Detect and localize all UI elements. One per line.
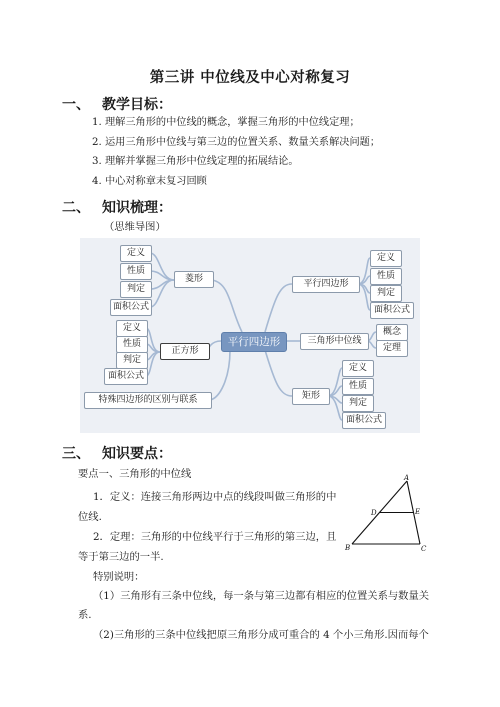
- triangle-diagram: [340, 474, 430, 554]
- section2-number: 二、: [62, 200, 90, 216]
- section3-heading: [62, 443, 172, 463]
- objective-2: 2. 运用三角形中位线与第三边的位置关系、数量关系解决问题；: [92, 137, 381, 148]
- section1-title: 教学目标：: [102, 97, 172, 113]
- vertex-label-c: C: [421, 545, 427, 553]
- theorem-line-1: 2．定理：三角形的中位线平行于三角形的第三边，且: [93, 531, 337, 543]
- rectangle-leaf: 面积公式: [342, 412, 386, 429]
- parallelogram-leaf: 性质: [370, 268, 402, 285]
- special-note-label: 特别说明：: [93, 571, 145, 583]
- vertex-label-e: E: [415, 508, 421, 516]
- node-rectangle: 矩形: [292, 388, 330, 405]
- section2-title: 知识梳理：: [102, 200, 172, 216]
- midline-leaf: 概念: [376, 324, 408, 341]
- center-node: 平行四边形: [221, 332, 287, 352]
- note1-line-2: 系.: [78, 609, 92, 621]
- parallelogram-leaf: 判定: [370, 285, 402, 302]
- section3-number: 三、: [62, 446, 90, 462]
- square-leaf: 性质: [116, 336, 148, 353]
- theorem-line-2: 等于第三边的一半.: [78, 551, 164, 563]
- lozenge-leaf: 性质: [120, 263, 152, 280]
- definition-line-1: 1．定义：连接三角形两边中点的线段叫做三角形的中: [93, 491, 337, 503]
- page-title: 第三讲 中位线及中心对称复习: [149, 69, 351, 86]
- node-square: 正方形: [160, 343, 210, 360]
- objective-4: 4. 中心对称章末复习回顾: [92, 176, 207, 187]
- section1-number: 一、: [62, 97, 90, 113]
- node-lozenge: 菱形: [174, 271, 214, 288]
- rectangle-leaf: 判定: [342, 395, 374, 412]
- rectangle-leaf: 定义: [342, 360, 374, 377]
- section3-title: 知识要点：: [102, 446, 172, 462]
- node-parallelogram: 平行四边形: [292, 276, 360, 293]
- lozenge-leaf: 判定: [120, 281, 152, 298]
- square-leaf: 定义: [116, 320, 148, 337]
- midline-leaf: 定理: [376, 340, 408, 357]
- square-leaf: 面积公式: [104, 368, 148, 385]
- mind-map: [80, 238, 420, 433]
- rectangle-leaf: 性质: [342, 378, 374, 395]
- objective-1: 1. 理解三角形的中位线的概念，掌握三角形的中位线定理；: [92, 117, 360, 128]
- note1-line-1: （1）三角形有三条中位线，每一条与第三边都有相应的位置关系与数量关: [93, 590, 430, 602]
- vertex-label-b: B: [345, 544, 351, 552]
- point1-title: 要点一、三角形的中位线: [78, 468, 192, 480]
- square-leaf: 判定: [116, 352, 148, 369]
- node-special-relations: 特殊四边形的区别与联系: [84, 392, 212, 409]
- mindmap-caption: （思维导图）: [104, 221, 166, 233]
- node-triangle-midline: 三角形中位线: [300, 333, 369, 350]
- note2-line-1: （2)三角形的三条中位线把原三角形分成可重合的 4 个小三角形.因而每个: [93, 629, 429, 641]
- vertex-label-d: D: [371, 509, 377, 517]
- parallelogram-leaf: 面积公式: [370, 302, 414, 319]
- vertex-label-a: A: [404, 474, 410, 482]
- triangle-figure: [340, 474, 430, 554]
- lozenge-leaf: 面积公式: [110, 299, 152, 316]
- parallelogram-leaf: 定义: [370, 250, 402, 267]
- definition-line-2: 位线.: [78, 511, 102, 523]
- lozenge-leaf: 定义: [120, 245, 152, 262]
- section2-heading: [62, 197, 172, 217]
- section1-heading: [62, 94, 172, 114]
- objective-3: 3. 理解并掌握三角形中位线定理的拓展结论。: [92, 156, 299, 167]
